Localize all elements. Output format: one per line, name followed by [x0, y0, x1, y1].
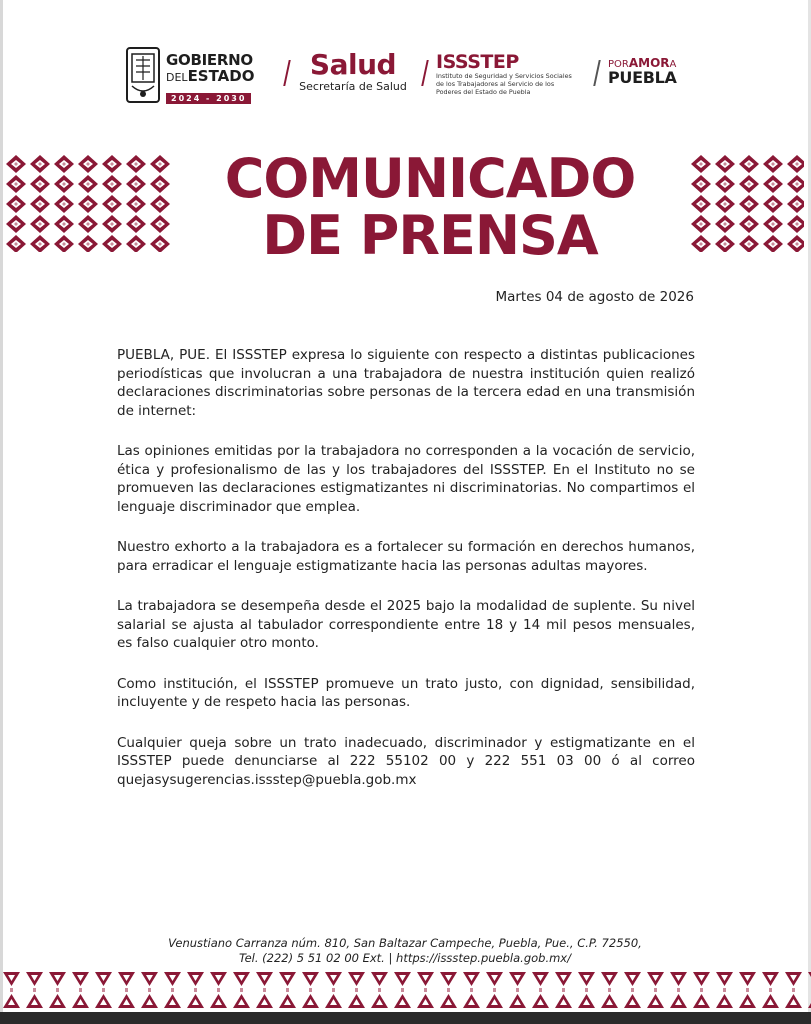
release-date: Martes 04 de agosto de 2026 — [495, 289, 694, 305]
paragraph-institution: Como institución, el ISSSTEP promueve un trato justo, con dignidad, sensibilidad, incluyente y de respeto hacia las personas. — [117, 675, 695, 710]
header-logos — [122, 42, 692, 108]
por-amor-suffix: A — [669, 59, 677, 70]
title-line1: COMUNICADO — [224, 147, 636, 210]
salud-title: Salud — [309, 48, 397, 81]
press-release-title — [180, 147, 680, 267]
gobierno-del: DEL — [166, 71, 188, 84]
issstep-title: ISSSTEP — [436, 51, 519, 73]
issstep-line1: Instituto de Seguridad y Servicios Sociales — [436, 72, 572, 80]
gobierno-years-badge: 2024 - 2030 — [166, 93, 251, 104]
paragraph-intro: PUEBLA, PUE. El ISSSTEP expresa lo siguiente con respecto a distintas publicaciones periodísticas que involucran a una trabajadora de nuestra institución quien realizó declaraciones discriminatorias sobre personas de la tercera edad en una transmisión de internet: — [117, 347, 695, 419]
page-left-edge — [0, 0, 3, 1024]
salud-subtitle: Secretaría de Salud — [299, 80, 407, 93]
decorative-pattern-right — [689, 154, 804, 252]
gobierno-logo — [166, 52, 288, 105]
paragraph-exhortation: Nuestro exhorto a la trabajadora es a fortalecer su formación en derechos humanos, para erradicar el lenguaje estigmatizante hacia las personas adultas mayores. — [117, 539, 695, 574]
paragraph-complaints: Cualquier queja sobre un trato inadecuado, discriminador y estigmatizante en el ISSSTEP puede denunciarse al 222 55102 00 y 222 551 03 00 ó al correo quejasysugerencias.issstep@puebla.gob.mx — [117, 734, 695, 788]
por-amor-a-puebla-logo — [608, 58, 692, 86]
state-seal-icon — [124, 46, 162, 104]
puebla-word: PUEBLA — [608, 68, 677, 87]
gobierno-line2 — [166, 68, 288, 86]
paragraph-salary: La trabajadora se desempeña desde el 2025 bajo la modalidad de suplente. Su nivel salarial se ajusta al tabulador correspondiente entre 18 y 14 mil pesos mensuales, es falso cualquier otro monto. — [117, 598, 695, 651]
decorative-border-bottom — [0, 968, 811, 1012]
por-amor-main: AMOR — [628, 56, 670, 70]
title-line2: DE PRENSA — [262, 204, 598, 267]
footer-line1: Venustiano Carranza núm. 810, San Baltazar Campeche, Puebla, Pue., C.P. 72550, — [168, 936, 642, 950]
gobierno-estado: ESTADO — [187, 67, 255, 85]
divider-slash — [421, 60, 429, 86]
footer-address — [80, 936, 730, 966]
salud-logo — [294, 50, 412, 93]
decorative-pattern-left — [4, 154, 172, 252]
issstep-logo — [436, 52, 596, 96]
issstep-line2: de los Trabajadores al Servicio de los — [436, 80, 555, 88]
press-release-body — [117, 346, 695, 789]
page-bottom-edge — [0, 1012, 811, 1024]
paragraph-opinions: Las opiniones emitidas por la trabajadora no corresponden a la vocación de servicio, ética y profesionalismo de las y los trabajadores del ISSSTEP. En el Instituto no se promueven las declaraciones estigmatizantes ni discriminatorias. No compartimos el lenguaje discriminador que emplea. — [117, 443, 695, 515]
gobierno-line1: GOBIERNO — [166, 51, 253, 69]
footer-line2: Tel. (222) 5 51 02 00 Ext. | https://issstep.puebla.gob.mx/ — [239, 951, 571, 965]
issstep-line3: Poderes del Estado de Puebla — [436, 88, 531, 96]
por-amor-prefix: POR — [608, 59, 629, 70]
